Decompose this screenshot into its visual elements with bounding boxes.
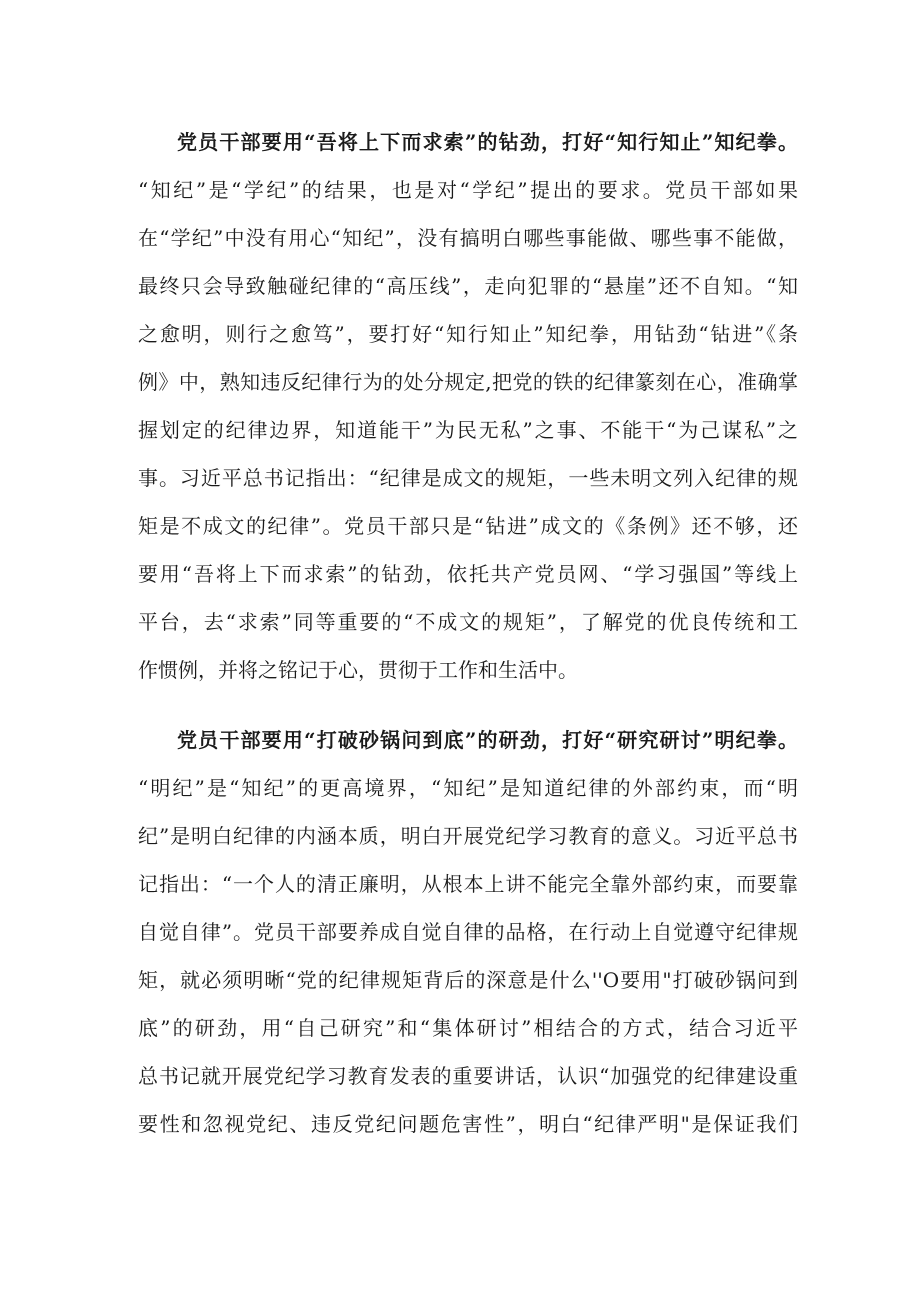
- paragraph-line: 自觉自律”。党员干部要养成自觉自律的品格，在行动上自觉遵守纪律规: [138, 920, 798, 944]
- paragraph-understanding-discipline: [138, 716, 798, 1148]
- paragraph-line: 之愈明，则行之愈笃”，要打好“知行知止”知纪拳，用钻劲“钻进”《条: [138, 322, 798, 346]
- paragraph-line: “明纪”是“知纪”的更高境界，“知纪”是知道纪律的外部约束，而“明: [138, 776, 798, 800]
- paragraph-line: 底”的研劲，用“自己研究”和“集体研讨”相结合的方式，结合习近平: [138, 1016, 798, 1040]
- paragraph-line: “知纪”是“学纪”的结果，也是对“学纪”提出的要求。党员干部如果: [138, 178, 798, 202]
- paragraph-line: 要用“吾将上下而求索”的钻劲，依托共产党员网、“学习强国”等线上: [138, 562, 798, 586]
- paragraph-knowing-discipline: [138, 118, 798, 694]
- paragraph-line: 事。习近平总书记指出：“纪律是成文的规矩，一些未明文列入纪律的规: [138, 466, 798, 490]
- paragraph-line: 最终只会导致触碰纪律的“高压线”，走向犯罪的“悬崖”还不自知。“知: [138, 274, 798, 298]
- paragraph-line: 纪”是明白纪律的内涵本质，明白开展党纪学习教育的意义。习近平总书: [138, 824, 798, 848]
- paragraph-heading-line: 党员干部要用“吾将上下而求索”的钻劲，打好“知行知止”知纪拳。: [177, 130, 798, 154]
- paragraph-line: 矩是不成文的纪律”。党员干部只是“钻进”成文的《条例》还不够，还: [138, 514, 798, 538]
- paragraph-line: 在“学纪”中没有用心“知纪”，没有搞明白哪些事能做、哪些事不能做，: [138, 226, 798, 250]
- paragraph-line: 例》中，熟知违反纪律行为的处分规定,把党的铁的纪律篆刻在心，准确掌: [138, 370, 798, 394]
- paragraph-line: 作惯例，并将之铭记于心，贯彻于工作和生活中。: [138, 658, 578, 682]
- paragraph-line: 要性和忽视党纪、违反党纪问题危害性”，明白“纪律严明"是保证我们: [138, 1112, 798, 1136]
- paragraph-line: 总书记就开展党纪学习教育发表的重要讲话，认识“加强党的纪律建设重: [138, 1064, 798, 1088]
- paragraph-heading-line: 党员干部要用“打破砂锅问到底”的研劲，打好“研究研讨”明纪拳。: [177, 728, 798, 752]
- paragraph-line: 握划定的纪律边界，知道能干”为民无私”之事、不能干“为己谋私”之: [138, 418, 798, 442]
- paragraph-line: 记指出：“一个人的清正廉明，从根本上讲不能完全靠外部约束，而要靠: [138, 872, 798, 896]
- paragraph-line: 平台，去“求索”同等重要的“不成文的规矩”，了解党的优良传统和工: [138, 610, 798, 634]
- paragraph-line: 矩，就必须明晰“党的纪律规矩背后的深意是什么''O要用"打破砂锅问到: [138, 968, 798, 992]
